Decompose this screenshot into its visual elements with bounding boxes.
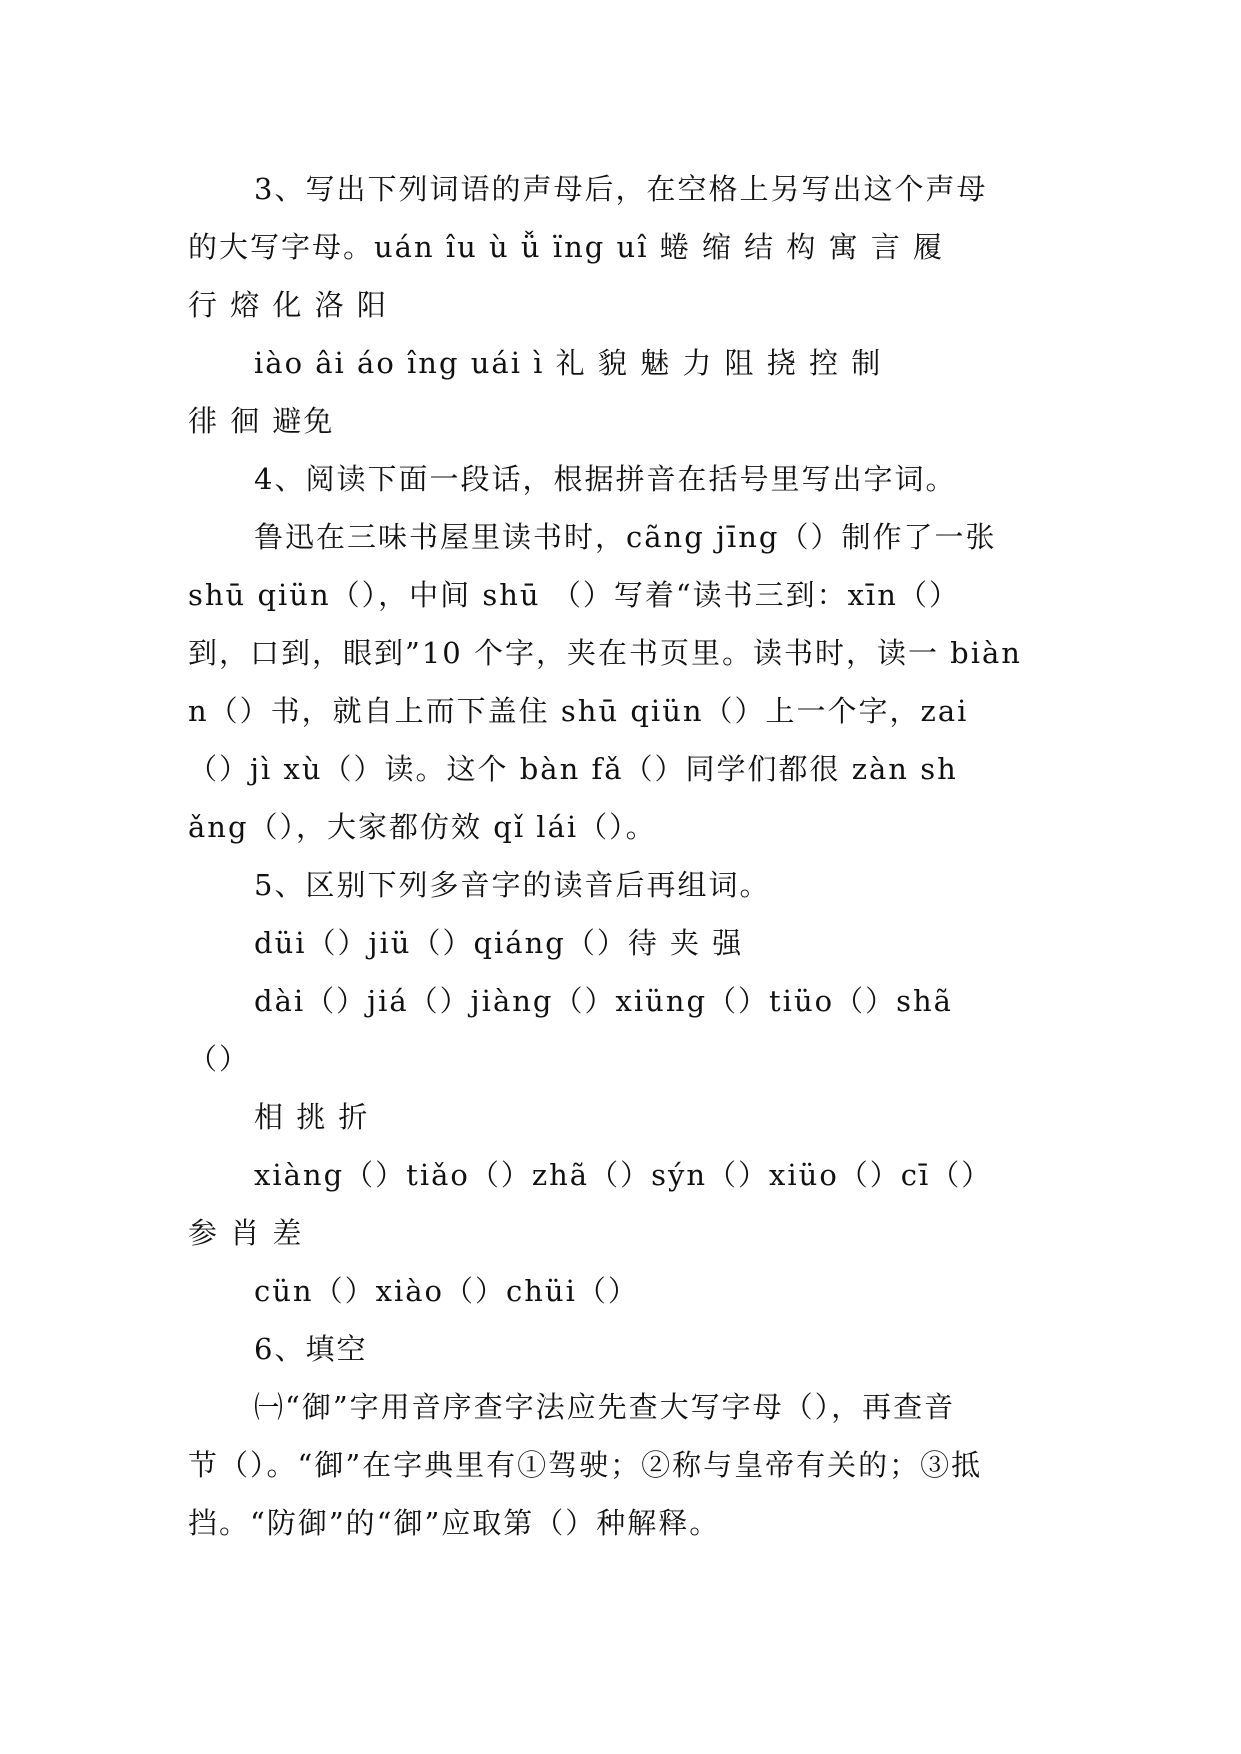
question-3-text: 徘 徊 避免 bbox=[188, 404, 335, 438]
document-body bbox=[188, 160, 1053, 1552]
question-6-heading: 6、填空 bbox=[254, 1332, 368, 1366]
question-5-text: 参 肖 差 bbox=[188, 1216, 304, 1250]
question-3-text: 的大写字母。uán îu ù ǚ ïng uî 蜷 缩 结 构 寓 言 履 bbox=[188, 230, 945, 264]
question-4-passage: ǎng（），大家都仿效 qǐ lái（）。 bbox=[188, 810, 657, 844]
question-6-text: 节（）。“御”在字典里有①驾驶；②称与皇帝有关的；③抵 bbox=[188, 1448, 983, 1482]
question-5-text: xiàng（）tiǎo（）zhã（）sýn（）xiüo（）cī（） bbox=[254, 1158, 993, 1192]
question-6-text: 挡。“防御”的“御”应取第（）种解释。 bbox=[188, 1506, 721, 1540]
question-4-passage: 到，口到，眼到”10 个字，夹在书页里。读书时，读一 biàn bbox=[188, 636, 1022, 670]
question-5-text: dài（）jiá（）jiàng（）xiüng（）tiüo（）shã bbox=[254, 984, 953, 1018]
question-3-text: 行 熔 化 洛 阳 bbox=[188, 288, 388, 322]
question-4-passage: （）jì xù（）读。这个 bàn fǎ（）同学们都很 zàn sh bbox=[188, 752, 958, 786]
question-6-text: ㈠“御”字用音序查字法应先查大写字母（），再查音 bbox=[254, 1390, 956, 1424]
question-5-heading: 5、区别下列多音字的读音后再组词。 bbox=[254, 868, 771, 902]
question-4-passage: n（）书，就自上而下盖住 shū qiün（）上一个字，zai bbox=[188, 694, 969, 728]
question-3-text: iào âi áo îng uái ì 礼 貌 魅 力 阻 挠 控 制 bbox=[254, 346, 883, 380]
question-4-heading: 4、阅读下面一段话，根据拼音在括号里写出字词。 bbox=[254, 462, 957, 496]
question-5-text: cün（）xiào（）chüi（） bbox=[254, 1274, 639, 1308]
question-5-text: 相 挑 折 bbox=[254, 1100, 370, 1134]
question-5-text: （） bbox=[188, 1042, 251, 1076]
question-4-passage: 鲁迅在三味书屋里读书时，cãng jīng（）制作了一张 bbox=[254, 520, 997, 554]
question-3-heading: 3、写出下列词语的声母后，在空格上另写出这个声母 bbox=[254, 172, 988, 206]
question-5-text: düi（）jiü（）qiáng（）待 夹 强 bbox=[254, 926, 744, 960]
question-4-passage: shū qiün（），中间 shū （）写着“读书三到：xīn（） bbox=[188, 578, 960, 612]
